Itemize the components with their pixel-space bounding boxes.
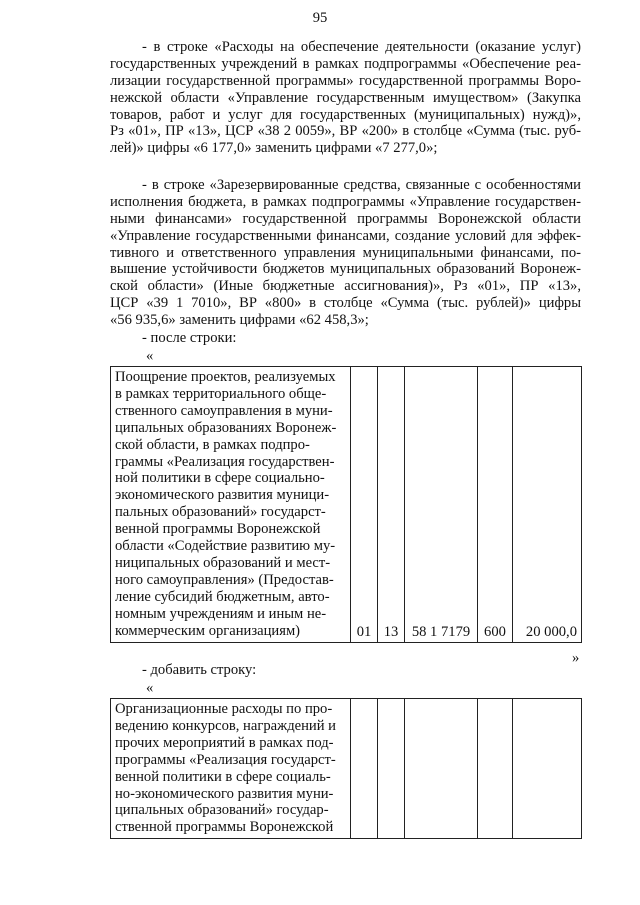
desc-line: в рамках территориального обще-	[115, 385, 327, 402]
desc-line: ной политики в сфере социально-	[115, 470, 325, 487]
row-description	[111, 699, 351, 839]
desc-line: пальных образований» государст-	[115, 504, 326, 521]
desc-line: ской области, в рамках подпро-	[115, 436, 310, 453]
desc-line: ципальных образованиях Воронеж-	[115, 419, 337, 436]
open-quote-2: «	[146, 680, 154, 696]
desc-line: коммерческим организациям)	[115, 622, 301, 639]
close-quote-1: »	[572, 650, 580, 666]
desc-line: венной программы Воронежской	[115, 521, 321, 538]
desc-line: программы «Реализация государст-	[115, 751, 336, 768]
vr-cell: 600	[478, 367, 513, 643]
amendment-paragraph-1	[110, 39, 581, 157]
text-line: «Управление государственными финансами, создание условий для эффек-	[110, 227, 581, 244]
text-line: ЦСР «39 1 7010», ВР «800» в столбце «Сумма (тыс. рублей)» цифры	[110, 295, 581, 312]
text-line: «56 935,6» заменить цифрами «62 458,3»;	[110, 312, 369, 329]
desc-line: но-экономического развития муни-	[115, 785, 334, 802]
desc-line: ного самоуправления» (Предостав-	[115, 571, 334, 588]
budget-table-new-row	[110, 698, 582, 839]
text-line: лизации государственной программы» государственной программы Воро-	[110, 72, 581, 89]
rz-cell	[351, 699, 378, 839]
csr-cell	[405, 699, 478, 839]
text-line: - в строке «Зарезервированные средства, связанные с особенностями	[142, 177, 581, 193]
sum-cell	[513, 699, 582, 839]
desc-line: венной политики в сфере социаль-	[115, 768, 331, 785]
rz-cell: 01	[351, 367, 378, 643]
text-line: государственных учреждений в рамках подпрограммы «Обеспечение реа-	[110, 55, 581, 72]
open-quote-1: «	[146, 348, 154, 364]
desc-line: Организационные расходы по про-	[115, 701, 333, 717]
desc-line: ственной программы Воронежской	[115, 819, 334, 836]
text-line: исполнения бюджета, в рамках подпрограммы «Управление государствен-	[110, 193, 581, 210]
desc-line: граммы «Реализация государствен-	[115, 453, 335, 470]
after-row-text: - после строки:	[142, 330, 237, 346]
add-row-label	[110, 662, 581, 679]
table-row	[111, 367, 582, 643]
text-line: - в строке «Расходы на обеспечение деятельности (оказание услуг)	[142, 39, 581, 55]
desc-line: ление субсидий бюджетным, авто-	[115, 588, 330, 605]
budget-table-existing-row	[110, 366, 582, 643]
desc-line: Поощрение проектов, реализуемых	[115, 369, 336, 385]
desc-line: номным учреждениям и иным не-	[115, 605, 327, 622]
text-line: лей)» цифры «6 177,0» заменить цифрами «7 277,0»;	[110, 140, 438, 157]
add-row-text: - добавить строку:	[142, 662, 257, 678]
text-line: ской области» (Иные бюджетные ассигнования)», Рз «01», ПР «13»,	[110, 278, 581, 295]
desc-line: ственного самоуправления в муни-	[115, 402, 333, 419]
text-line: Рз «01», ПР «13», ЦСР «38 2 0059», ВР «200» в столбце «Сумма (тыс. руб-	[110, 123, 581, 140]
desc-line: области «Содействие развитию му-	[115, 538, 336, 555]
text-line: тивного и ответственного управления муниципальными финансами, по-	[110, 244, 581, 261]
desc-line: экономического развития муници-	[115, 487, 330, 504]
desc-line: ведению конкурсов, награждений и	[115, 717, 336, 734]
sum-cell: 20 000,0	[513, 367, 582, 643]
text-line: товаров, работ и услуг для государственных (муниципальных) нужд)»,	[110, 106, 581, 123]
pr-cell: 13	[378, 367, 405, 643]
desc-line: ципальных образований» государ-	[115, 802, 329, 819]
text-line: вышение устойчивости бюджетов муниципальных образований Воронеж-	[110, 261, 581, 278]
desc-line: прочих мероприятий в рамках под-	[115, 734, 334, 751]
pr-cell	[378, 699, 405, 839]
after-row-label	[110, 330, 581, 347]
vr-cell	[478, 699, 513, 839]
csr-cell: 58 1 7179	[405, 367, 478, 643]
table-row	[111, 699, 582, 839]
text-line: ными финансами» государственной программы Воронежской области	[110, 210, 581, 227]
amendment-paragraph-2	[110, 177, 581, 329]
row-description	[111, 367, 351, 643]
desc-line: ниципальных образований и мест-	[115, 554, 331, 571]
page-number: 95	[312, 10, 328, 26]
text-line: нежской области «Управление государственным имуществом» (Закупка	[110, 89, 581, 106]
